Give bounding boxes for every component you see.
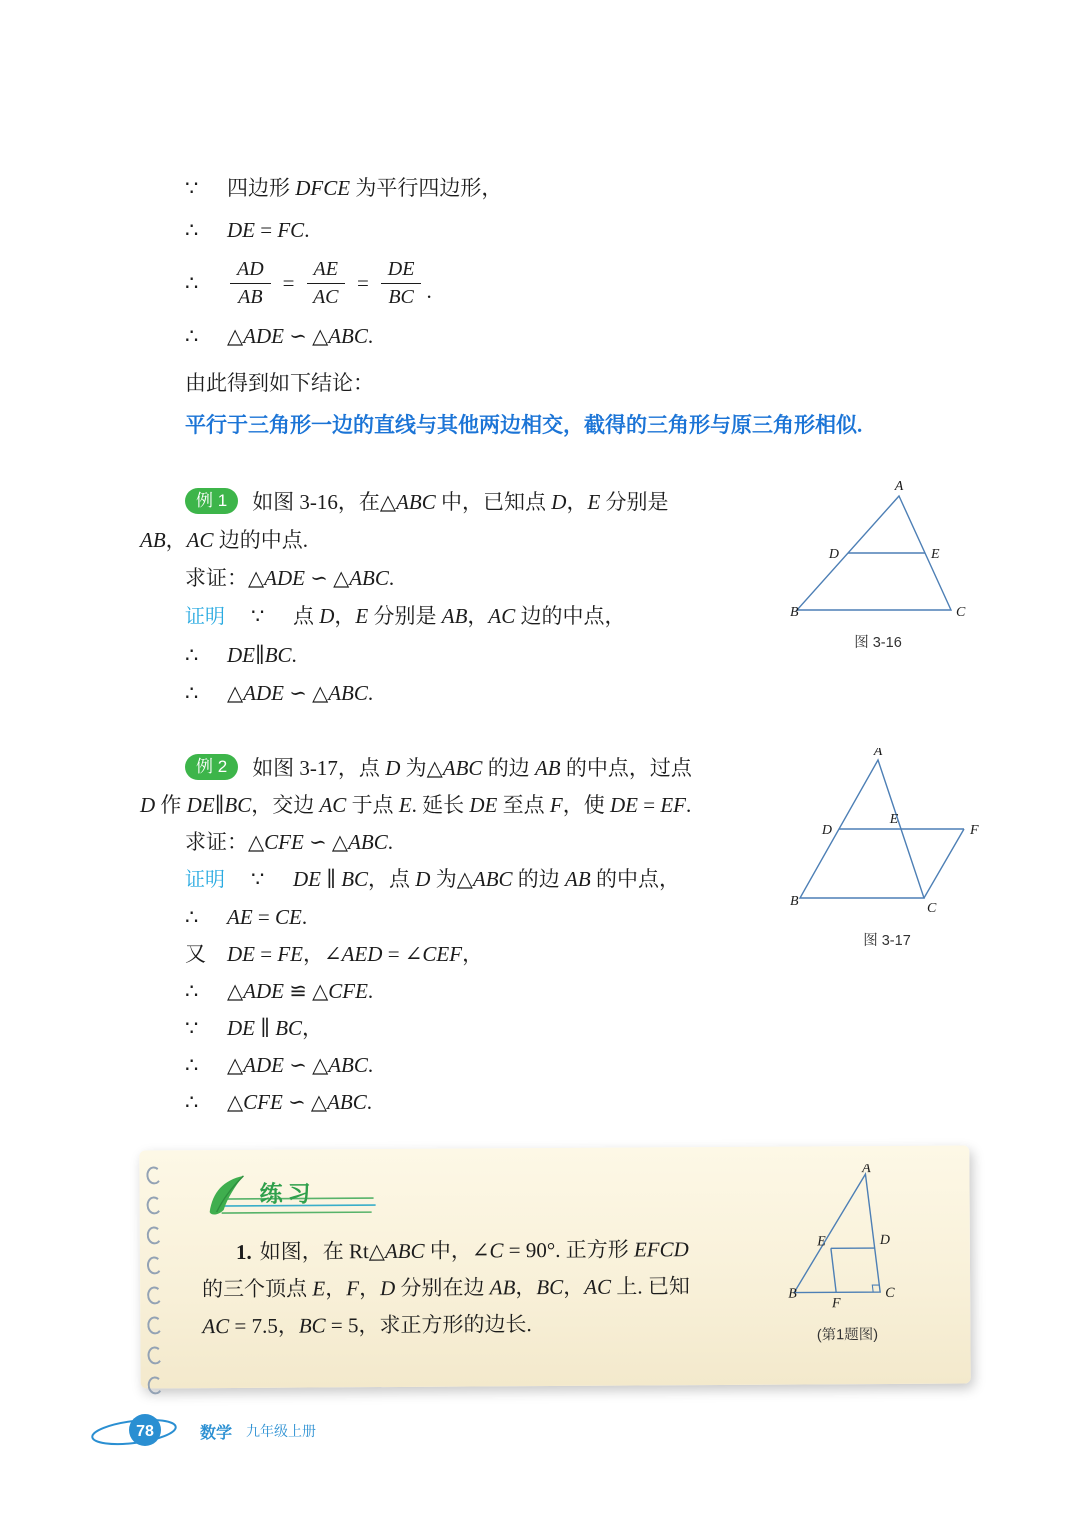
example2-badge: 例 2 bbox=[185, 754, 238, 780]
proof-label: 证明 bbox=[185, 869, 225, 891]
line-text: 如图，在 Rt△ABC 中，∠C = 90°. 正方形 EFCD bbox=[259, 1237, 689, 1264]
example2-proof-line7 bbox=[140, 1084, 870, 1121]
equals-sign: = bbox=[282, 271, 295, 295]
line-text: AB，AC 边的中点. bbox=[140, 528, 308, 552]
binder-ring bbox=[146, 1256, 163, 1276]
because-symbol: ∵ bbox=[251, 867, 265, 891]
practice-header bbox=[201, 1171, 381, 1220]
line-text: 的三个顶点 E，F，D 分别在边 AB，BC，AC 上. 已知 bbox=[202, 1274, 690, 1302]
vertex-label-b: B bbox=[790, 605, 799, 620]
example2-proof-line2 bbox=[140, 899, 870, 936]
equals-sign: = bbox=[356, 271, 369, 295]
point-label-f: F bbox=[970, 823, 979, 838]
fraction-ae-ac bbox=[307, 258, 345, 309]
right-triangle-abc bbox=[793, 1174, 880, 1293]
line-text: DE = FE，∠AED = ∠CEF， bbox=[227, 942, 484, 966]
practice-card bbox=[139, 1145, 970, 1388]
example-2-block bbox=[140, 750, 870, 1121]
figure-3-17-caption: 图 3-17 bbox=[863, 933, 911, 949]
line-text: D 作 DE∥BC，交边 AC 于点 E. 延长 DE 至点 F，使 DE = EF. bbox=[140, 793, 692, 817]
fraction-denominator: AC bbox=[312, 285, 339, 308]
point-label-d: D bbox=[828, 547, 839, 562]
line-text: DE ∥ BC， bbox=[227, 1016, 324, 1040]
point-label-f: F bbox=[831, 1296, 841, 1312]
derivation-block bbox=[140, 167, 920, 357]
example2-proof-line6 bbox=[140, 1047, 870, 1084]
line-text: △ADE ∽ △ABC. bbox=[227, 1053, 374, 1077]
example2-proof-line4 bbox=[140, 973, 870, 1010]
line-text: 求证：△ADE ∽ △ABC. bbox=[185, 566, 395, 590]
figure-3-16-drawing bbox=[789, 480, 967, 620]
fraction-denominator: AB bbox=[238, 285, 263, 308]
line-text: △ADE ∽ △ABC. bbox=[227, 324, 374, 348]
proof-line bbox=[140, 209, 920, 251]
example2-line2 bbox=[140, 787, 870, 824]
practice-line3 bbox=[202, 1304, 802, 1345]
footer-subject: 数学 bbox=[200, 1424, 233, 1442]
fraction-numerator: AE bbox=[307, 258, 345, 284]
fraction-denominator: BC bbox=[388, 285, 414, 308]
vertex-label-a: A bbox=[894, 480, 904, 494]
practice-title: 练习 bbox=[259, 1180, 316, 1207]
proof-line bbox=[140, 167, 920, 209]
example-1-block bbox=[140, 483, 850, 712]
practice-figure bbox=[771, 1164, 922, 1345]
example1-badge: 例 1 bbox=[185, 488, 238, 514]
item-number: 1. bbox=[235, 1239, 252, 1264]
vertex-label-c: C bbox=[956, 605, 966, 620]
line-text: 四边形 DFCE 为平行四边形， bbox=[227, 176, 503, 200]
because-symbol: ∵ bbox=[185, 176, 199, 200]
fraction-numerator: AD bbox=[230, 258, 271, 284]
example2-proof-line5 bbox=[140, 1010, 870, 1047]
binder-rings bbox=[146, 1166, 162, 1406]
practice-figure-drawing bbox=[787, 1164, 906, 1313]
binder-ring bbox=[146, 1286, 163, 1306]
period: . bbox=[426, 279, 432, 303]
page-footer bbox=[90, 1408, 316, 1454]
binder-ring bbox=[147, 1376, 164, 1396]
therefore-symbol: ∴ bbox=[185, 324, 199, 348]
practice-line1 bbox=[202, 1230, 802, 1271]
practice-figure-caption: (第1题图) bbox=[816, 1327, 879, 1344]
binder-ring bbox=[147, 1346, 164, 1366]
line-text: DE = FC. bbox=[227, 218, 310, 242]
therefore-symbol: ∴ bbox=[185, 1053, 199, 1077]
square-edge-ef bbox=[831, 1248, 836, 1292]
line-text: DE ∥ BC，点 D 为△ABC 的边 AB 的中点， bbox=[293, 867, 680, 891]
also-symbol: 又 bbox=[185, 942, 206, 966]
example1-goal-line bbox=[140, 559, 850, 597]
binder-ring bbox=[146, 1196, 163, 1216]
vertex-label-a: A bbox=[873, 748, 883, 759]
fraction-ad-ab bbox=[230, 258, 271, 309]
line-text: AC = 7.5，BC = 5，求正方形的边长. bbox=[202, 1312, 532, 1339]
practice-problem bbox=[202, 1230, 803, 1345]
vertex-label-c: C bbox=[927, 901, 937, 916]
proof-label: 证明 bbox=[185, 606, 225, 628]
therefore-symbol: ∴ bbox=[185, 681, 199, 705]
figure-3-17-drawing bbox=[788, 748, 986, 918]
conclusion-block bbox=[140, 362, 1020, 446]
page-number: 78 bbox=[136, 1423, 154, 1440]
proof-line-ratios bbox=[140, 251, 920, 315]
line-text: 求证：△CFE ∽ △ABC. bbox=[185, 830, 393, 854]
point-label-d: D bbox=[821, 823, 832, 838]
proof-line bbox=[140, 315, 920, 357]
line-text: AE = CE. bbox=[227, 905, 308, 929]
line-text: 如图 3-17，点 D 为△ABC 的边 AB 的中点，过点 bbox=[252, 756, 692, 780]
point-label-d: D bbox=[879, 1232, 891, 1249]
vertex-label-b: B bbox=[790, 894, 799, 909]
conclusion-intro: 由此得到如下结论： bbox=[185, 371, 374, 395]
figure-3-16 bbox=[788, 480, 968, 652]
point-label-e: E bbox=[889, 812, 899, 827]
example1-proof-line2 bbox=[140, 636, 850, 674]
line-text: 如图 3-16，在△ABC 中，已知点 D，E 分别是 bbox=[252, 490, 669, 514]
line-text: △ADE ≌ △CFE. bbox=[227, 979, 374, 1003]
vertex-label-b: B bbox=[788, 1286, 797, 1302]
example2-proof-line3 bbox=[140, 936, 870, 973]
line-text: △CFE ∽ △ABC. bbox=[227, 1090, 372, 1114]
point-label-e: E bbox=[817, 1234, 826, 1250]
binder-ring bbox=[146, 1316, 163, 1336]
because-symbol: ∵ bbox=[185, 1016, 199, 1040]
figure-3-17 bbox=[788, 748, 986, 950]
therefore-symbol: ∴ bbox=[185, 905, 199, 929]
example1-proof-line1 bbox=[140, 597, 850, 636]
conclusion-statement: 平行于三角形一边的直线与其他两边相交，截得的三角形与原三角形相似. bbox=[185, 413, 863, 437]
example1-proof-line3 bbox=[140, 674, 850, 712]
line-text: DE∥BC. bbox=[227, 643, 297, 667]
vertex-label-a: A bbox=[862, 1163, 871, 1177]
binder-ring bbox=[145, 1166, 162, 1186]
figure-3-16-caption: 图 3-16 bbox=[854, 635, 902, 651]
example1-line2 bbox=[140, 521, 850, 559]
line-text: 点 D，E 分别是 AB，AC 边的中点， bbox=[293, 604, 626, 628]
practice-line2 bbox=[202, 1267, 802, 1308]
therefore-symbol: ∴ bbox=[185, 218, 199, 242]
example2-proof-line1 bbox=[140, 861, 870, 899]
example2-goal-line bbox=[140, 824, 870, 861]
therefore-symbol: ∴ bbox=[185, 271, 199, 295]
therefore-symbol: ∴ bbox=[185, 1090, 199, 1114]
fraction-de-bc bbox=[381, 258, 422, 309]
point-label-e: E bbox=[931, 547, 940, 562]
page-number-logo bbox=[90, 1408, 186, 1454]
because-symbol: ∵ bbox=[251, 604, 265, 628]
vertex-label-c: C bbox=[885, 1285, 895, 1301]
line-text: △ADE ∽ △ABC. bbox=[227, 681, 374, 705]
therefore-symbol: ∴ bbox=[185, 643, 199, 667]
footer-book-title: 九年级上册 bbox=[246, 1423, 317, 1439]
fraction-numerator: DE bbox=[381, 258, 422, 284]
right-angle-mark bbox=[872, 1285, 879, 1292]
flourish-line bbox=[222, 1212, 372, 1213]
binder-ring bbox=[146, 1226, 163, 1246]
example2-line1 bbox=[140, 750, 870, 787]
segment-fc bbox=[924, 829, 964, 898]
example1-line1 bbox=[140, 483, 850, 521]
therefore-symbol: ∴ bbox=[185, 979, 199, 1003]
